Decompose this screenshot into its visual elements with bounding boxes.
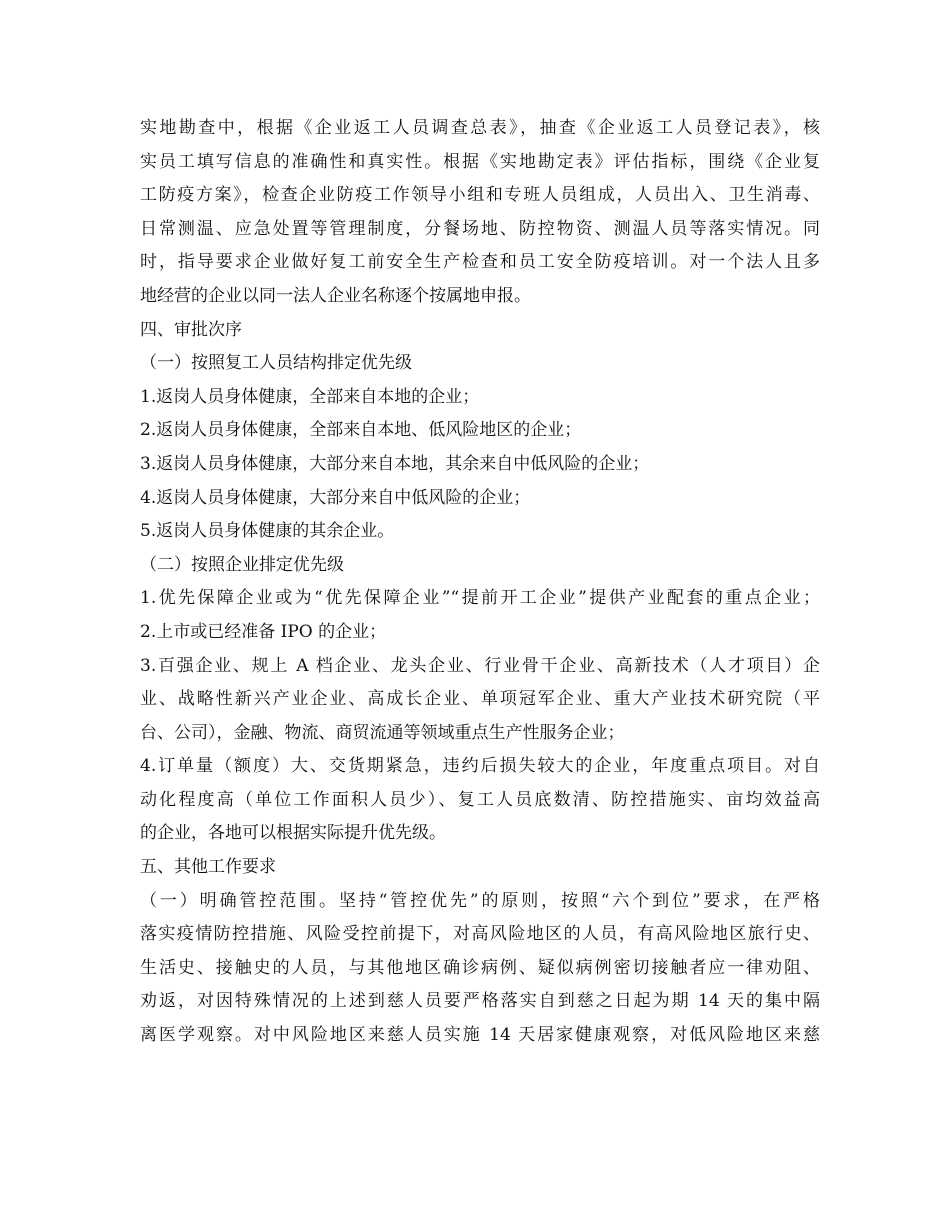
text-line: 3.百强企业、规上 A 档企业、龙头企业、行业骨干企业、高新技术（人才项目）企 [140,655,820,676]
text-line: 台、公司），金融、物流、商贸流通等领域重点生产性服务企业； [140,722,625,743]
text-line: 业、战略性新兴产业企业、高成长企业、单项冠军企业、重大产业技术研究院（平 [140,689,820,710]
document-body [140,112,820,1053]
text-line: （一）明确管控范围。坚持“管控优先”的原则，按照“六个到位”要求，在严格 [140,890,820,911]
text-line: 工防疫方案》，检查企业防疫工作领导小组和专班人员组成，人员出入、卫生消毒、 [140,185,820,206]
text-line: 劝返，对因特殊情况的上述到慈人员要严格落实自到慈之日起为期 14 天的集中隔 [140,991,820,1012]
text-line: 动化程度高（单位工作面积人员少）、复工人员底数清、防控措施实、亩均效益高 [140,789,820,810]
text-line: 4.返岗人员身体健康，大部分来自中低风险的企业； [140,487,531,508]
text-line: 四、审批次序 [140,319,242,340]
text-line: 生活史、接触史的人员，与其他地区确诊病例、疑似病例密切接触者应一律劝阻、 [140,957,820,978]
text-line: 日常测温、应急处置等管理制度，分餐场地、防控物资、测温人员等落实情况。同 [140,218,820,239]
text-line: 2.上市或已经准备 IPO 的企业； [140,621,387,642]
text-line: 1.返岗人员身体健康，全部来自本地的企业； [140,386,480,407]
text-line: 实员工填写信息的准确性和真实性。根据《实地勘定表》评估指标，围绕《企业复 [140,151,820,172]
text-line: 离医学观察。对中风险地区来慈人员实施 14 天居家健康观察，对低风险地区来慈 [140,1025,820,1046]
text-line: 时，指导要求企业做好复工前安全生产检查和员工安全防疫培训。对一个法人且多 [140,252,820,273]
text-line: 4.订单量（额度）大、交货期紧急，违约后损失较大的企业，年度重点项目。对自 [140,756,820,777]
text-line: 2.返岗人员身体健康，全部来自本地、低风险地区的企业； [140,420,582,441]
text-line: 实地勘查中，根据《企业返工人员调查总表》，抽查《企业返工人员登记表》，核 [140,118,820,138]
text-line: （一）按照复工人员结构排定优先级 [140,353,412,374]
text-line: 1.优先保障企业或为“优先保障企业”“提前开工企业”提供产业配套的重点企业； [140,588,820,609]
text-line: 3.返岗人员身体健康，大部分来自本地，其余来自中低风险的企业； [140,453,650,474]
text-line: （二）按照企业排定优先级 [140,554,344,575]
text-line: 地经营的企业以同一法人企业名称逐个按属地申报。 [140,285,531,306]
text-line: 5.返岗人员身体健康的其余企业。 [140,521,395,542]
text-line: 的企业，各地可以根据实际提升优先级。 [140,823,446,844]
text-line: 五、其他工作要求 [140,857,276,878]
text-line: 落实疫情防控措施、风险受控前提下，对高风险地区的人员，有高风险地区旅行史、 [140,924,820,945]
